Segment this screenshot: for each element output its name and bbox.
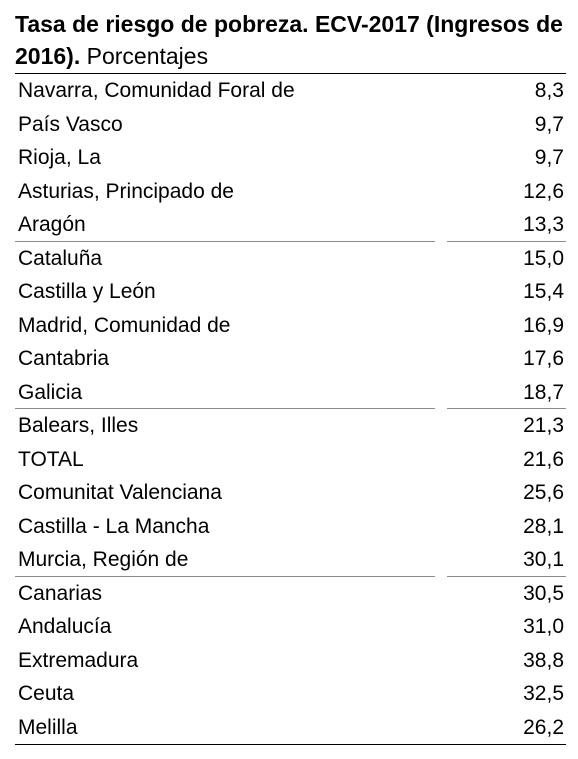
row-label: País Vasco: [18, 112, 123, 136]
row-label: Comunitat Valenciana: [18, 481, 222, 504]
row-label: Ceuta: [18, 682, 75, 705]
row-value: 17,6: [523, 347, 564, 370]
table-row-total: [15, 443, 566, 477]
row-label: Asturias, Principado de: [18, 179, 234, 203]
row-value: 30,1: [523, 548, 564, 571]
row-value: 13,3: [523, 213, 564, 236]
row-label: TOTAL: [18, 447, 84, 471]
row-label: Galicia: [18, 380, 83, 404]
table-row: [15, 309, 566, 343]
table-row: [15, 677, 566, 711]
table-rows: [15, 74, 566, 744]
table-row: [15, 543, 566, 577]
table-row: [15, 476, 566, 510]
row-label: Melilla: [18, 715, 78, 739]
table-title-main: Tasa de riesgo de pobreza. ECV-2017 (Ingresos de 2016).: [15, 11, 563, 69]
table-row: [15, 242, 566, 276]
table-row: [15, 74, 566, 108]
table-row: [15, 610, 566, 644]
table-row: [15, 108, 566, 142]
table-row: [15, 175, 566, 209]
table-title: [15, 8, 570, 72]
table-row: [15, 409, 566, 443]
row-value: 12,6: [523, 179, 564, 203]
row-value: 9,7: [534, 112, 564, 136]
row-label: Balears, Illes: [18, 414, 139, 437]
row-label: Madrid, Comunidad de: [18, 313, 231, 337]
row-value: 28,1: [523, 514, 564, 538]
row-value: 38,8: [523, 648, 564, 672]
table-row: [15, 275, 566, 309]
table-row: [15, 342, 566, 376]
row-value: 32,5: [523, 682, 564, 705]
row-value: 15,0: [523, 246, 564, 270]
table-row: [15, 141, 566, 175]
table-row: [15, 711, 566, 745]
row-value: 21,6: [523, 447, 564, 471]
row-value: 25,6: [523, 481, 564, 504]
table-row: [15, 376, 566, 410]
row-value: 26,2: [523, 715, 564, 739]
row-label: Canarias: [18, 581, 103, 605]
row-label: Cantabria: [18, 347, 110, 370]
row-value: 31,0: [523, 615, 564, 638]
table-row: [15, 208, 566, 242]
table-title-unit: Porcentajes: [80, 43, 209, 69]
row-value: 21,3: [523, 414, 564, 437]
row-label: Castilla - La Mancha: [18, 514, 210, 538]
row-label: Navarra, Comunidad Foral de: [18, 79, 295, 102]
row-label: Murcia, Región de: [18, 548, 189, 571]
table-row: [15, 577, 566, 611]
row-value: 15,4: [523, 280, 564, 303]
table-row: [15, 644, 566, 678]
row-label: Aragón: [18, 213, 86, 236]
row-value: 30,5: [523, 581, 564, 605]
row-value: 9,7: [534, 146, 564, 169]
row-label: Rioja, La: [18, 146, 101, 169]
row-value: 8,3: [534, 79, 564, 102]
row-value: 18,7: [523, 380, 564, 404]
row-label: Andalucía: [18, 615, 112, 638]
row-label: Cataluña: [18, 246, 103, 270]
row-label: Extremadura: [18, 648, 139, 672]
table-row: [15, 510, 566, 544]
row-label: Castilla y León: [18, 280, 156, 303]
row-value: 16,9: [523, 313, 564, 337]
